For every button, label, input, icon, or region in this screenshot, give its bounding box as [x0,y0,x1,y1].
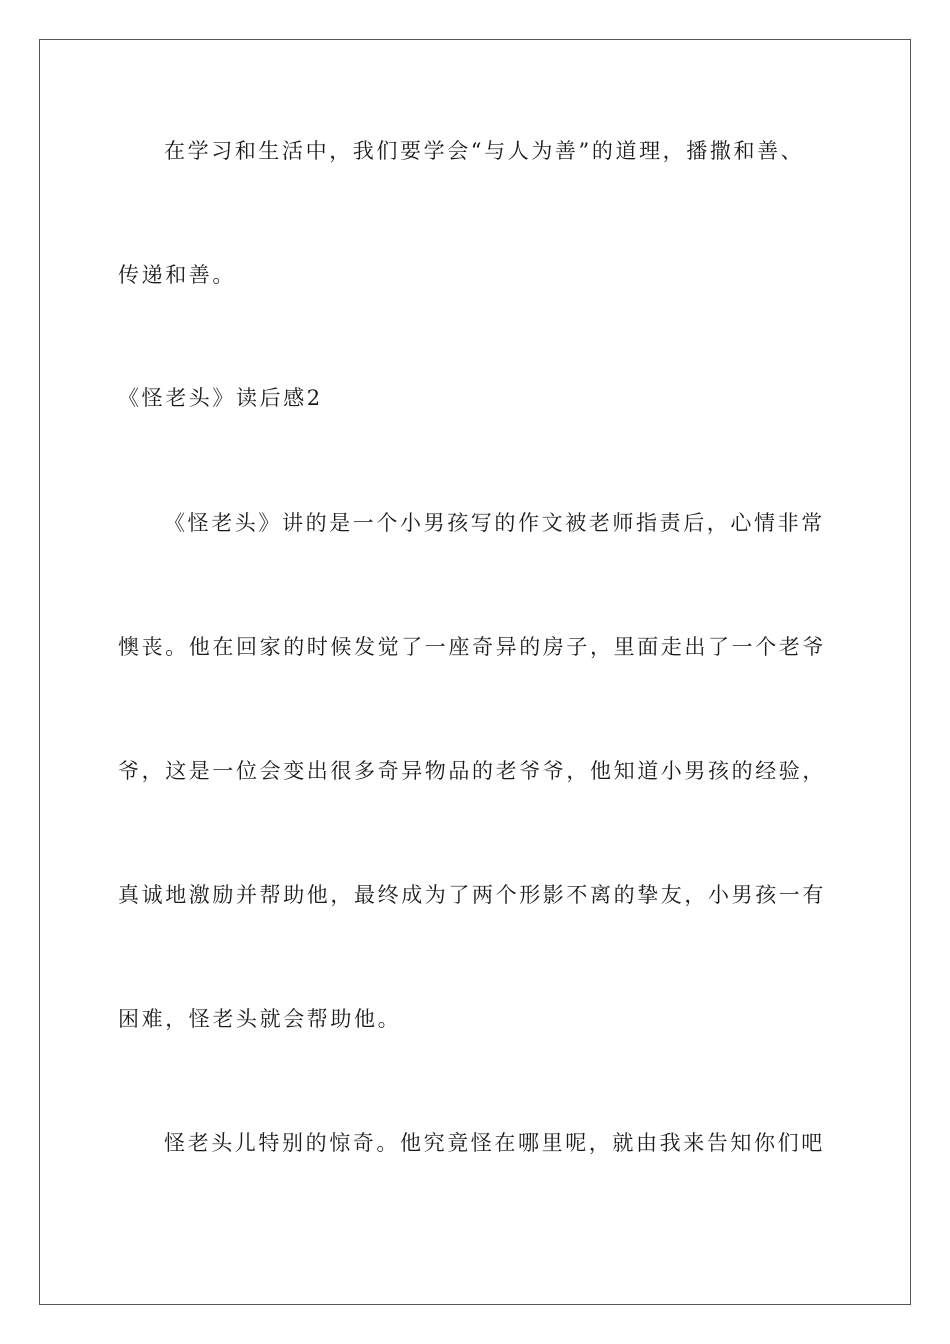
paragraph-line: 传递和善。 [118,263,236,287]
paragraph-line: 真诚地激励并帮助他，最终成为了两个形影不离的挚友，小男孩一有 [118,883,826,907]
paragraph-line: 《怪老头》讲的是一个小男孩写的作文被老师指责后，心情非常 [164,511,825,535]
page-border [39,39,911,1305]
paragraph-line: 懊丧。他在回家的时候发觉了一座奇异的房子，里面走出了一个老爷 [118,635,826,659]
paragraph-line: 在学习和生活中，我们要学会“与人为善”的道理，播撒和善、 [164,139,805,163]
paragraph-line: 爷，这是一位会变出很多奇异物品的老爷爷，他知道小男孩的经验， [118,759,826,783]
section-heading: 《怪老头》读后感2 [118,386,323,410]
paragraph-line: 困难，怪老头就会帮助他。 [118,1007,402,1031]
paragraph-line: 怪老头儿特别的惊奇。他究竟怪在哪里呢，就由我来告知你们吧 [164,1131,825,1155]
